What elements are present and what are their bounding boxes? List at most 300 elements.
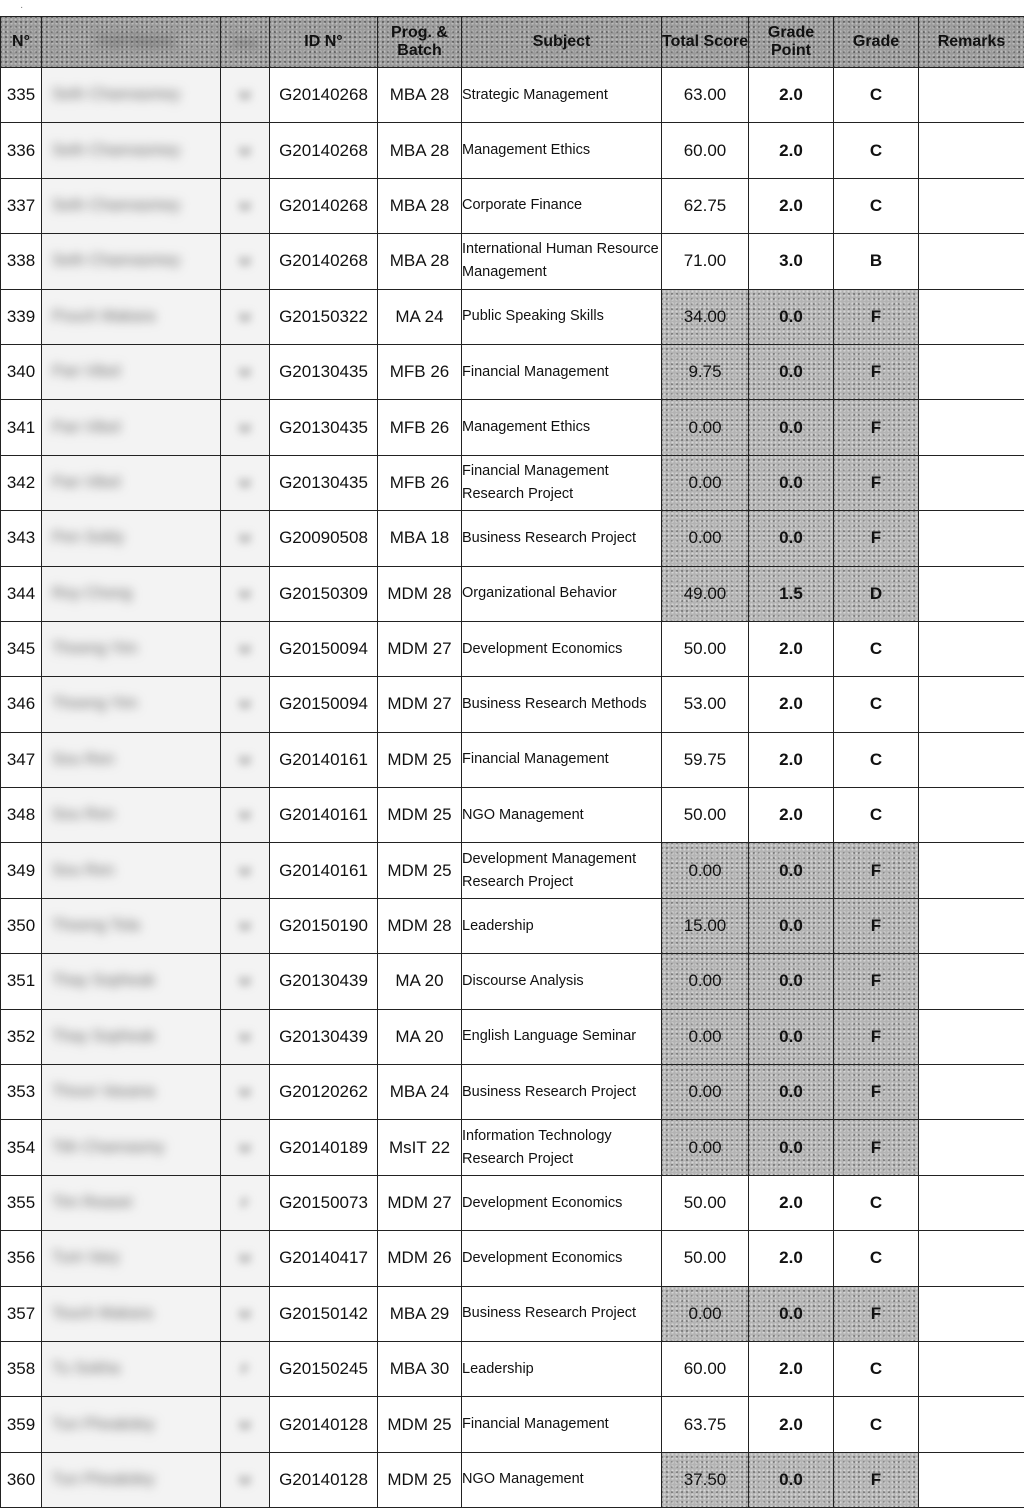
grade-point: 0.0: [749, 1009, 834, 1064]
student-sex: M: [221, 178, 270, 233]
remarks: [919, 566, 1024, 621]
remarks: [919, 1341, 1024, 1396]
total-score: 63.00: [662, 68, 749, 123]
grade-point: 0.0: [749, 843, 834, 898]
row-number: 352: [1, 1009, 42, 1064]
row-number: 340: [1, 344, 42, 399]
grades-body: [1, 68, 1024, 1508]
student-sex: M: [221, 566, 270, 621]
grade-point: 0.0: [749, 344, 834, 399]
remarks: [919, 954, 1024, 1009]
total-score: 9.75: [662, 344, 749, 399]
grade: C: [834, 677, 919, 732]
student-id: G20150094: [270, 677, 378, 732]
total-score: 0.00: [662, 1009, 749, 1064]
student-name: Thoun Vasana: [42, 1065, 221, 1120]
row-number: 353: [1, 1065, 42, 1120]
student-name: Thoeng Yim: [42, 677, 221, 732]
grade: C: [834, 178, 919, 233]
student-sex: M: [221, 234, 270, 289]
total-score: 34.00: [662, 289, 749, 344]
table-row: [1, 123, 1024, 178]
grade: D: [834, 566, 919, 621]
student-sex: M: [221, 1286, 270, 1341]
program-batch: MA 20: [378, 1009, 462, 1064]
grade: F: [834, 511, 919, 566]
row-number: 336: [1, 123, 42, 178]
student-sex: M: [221, 954, 270, 1009]
student-id: G20130435: [270, 400, 378, 455]
program-batch: MFB 26: [378, 455, 462, 510]
grade: C: [834, 1175, 919, 1230]
remarks: [919, 1065, 1024, 1120]
student-sex: M: [221, 898, 270, 953]
program-batch: MBA 18: [378, 511, 462, 566]
grade-point: 2.0: [749, 621, 834, 676]
program-batch: MBA 30: [378, 1341, 462, 1396]
grade: F: [834, 289, 919, 344]
grade-point: 2.0: [749, 1231, 834, 1286]
student-sex: M: [221, 1065, 270, 1120]
header-sex: Sex: [221, 17, 270, 68]
total-score: 0.00: [662, 511, 749, 566]
remarks: [919, 1231, 1024, 1286]
row-number: 348: [1, 788, 42, 843]
student-sex: M: [221, 1452, 270, 1507]
row-number: 339: [1, 289, 42, 344]
grade-point: 0.0: [749, 1452, 834, 1507]
table-row: [1, 1009, 1024, 1064]
header-prog-batch: Prog. & Batch: [378, 17, 462, 68]
subject: NGO Management: [462, 1452, 662, 1507]
table-row: [1, 1120, 1024, 1175]
student-id: G20140161: [270, 788, 378, 843]
table-row: [1, 1065, 1024, 1120]
student-name: Seth Chanrasmey: [42, 234, 221, 289]
row-number: 341: [1, 400, 42, 455]
table-row: [1, 1175, 1024, 1230]
grade-point: 0.0: [749, 1286, 834, 1341]
header-name: Full Name: [42, 17, 221, 68]
student-id: G20150142: [270, 1286, 378, 1341]
remarks: [919, 234, 1024, 289]
row-number: 358: [1, 1341, 42, 1396]
student-id: G20150245: [270, 1341, 378, 1396]
program-batch: MDM 28: [378, 898, 462, 953]
total-score: 60.00: [662, 123, 749, 178]
program-batch: MDM 25: [378, 1452, 462, 1507]
student-id: G20150309: [270, 566, 378, 621]
student-id: G20130435: [270, 455, 378, 510]
grade-point: 0.0: [749, 954, 834, 1009]
row-number: 347: [1, 732, 42, 787]
student-name: Sou Ren: [42, 788, 221, 843]
remarks: [919, 1120, 1024, 1175]
table-row: [1, 732, 1024, 787]
student-name: Tim Reasei: [42, 1175, 221, 1230]
program-batch: MBA 28: [378, 178, 462, 233]
grade: F: [834, 1120, 919, 1175]
grade-point: 2.0: [749, 788, 834, 843]
row-number: 354: [1, 1120, 42, 1175]
total-score: 0.00: [662, 455, 749, 510]
student-id: G20140417: [270, 1231, 378, 1286]
remarks: [919, 344, 1024, 399]
grade: F: [834, 843, 919, 898]
table-row: [1, 621, 1024, 676]
grade-point: 0.0: [749, 289, 834, 344]
student-id: G20150322: [270, 289, 378, 344]
grade: C: [834, 788, 919, 843]
subject: Development Management Research Project: [462, 843, 662, 898]
grade-point: 0.0: [749, 1120, 834, 1175]
total-score: 0.00: [662, 400, 749, 455]
subject: Development Economics: [462, 1175, 662, 1230]
remarks: [919, 178, 1024, 233]
grade-point: 2.0: [749, 178, 834, 233]
student-name: Roy Chong: [42, 566, 221, 621]
program-batch: MDM 27: [378, 621, 462, 676]
program-batch: MBA 28: [378, 234, 462, 289]
program-batch: MBA 29: [378, 1286, 462, 1341]
grade-point: 0.0: [749, 400, 834, 455]
grade: F: [834, 898, 919, 953]
student-name: Tun Pheakdey: [42, 1397, 221, 1452]
row-number: 356: [1, 1231, 42, 1286]
total-score: 50.00: [662, 1231, 749, 1286]
remarks: [919, 400, 1024, 455]
remarks: [919, 677, 1024, 732]
student-sex: M: [221, 1231, 270, 1286]
grade-point: 2.0: [749, 677, 834, 732]
program-batch: MsIT 22: [378, 1120, 462, 1175]
student-name: Seth Chanrasmey: [42, 178, 221, 233]
student-name: Pan Vibol: [42, 344, 221, 399]
grade-point: 2.0: [749, 1175, 834, 1230]
student-sex: M: [221, 68, 270, 123]
header-total-score: Total Score: [662, 17, 749, 68]
subject: Information Technology Research Project: [462, 1120, 662, 1175]
grade: C: [834, 123, 919, 178]
grade: F: [834, 954, 919, 1009]
grade-point: 3.0: [749, 234, 834, 289]
student-name: Thay Sopheak: [42, 1009, 221, 1064]
subject: NGO Management: [462, 788, 662, 843]
row-number: 350: [1, 898, 42, 953]
remarks: [919, 123, 1024, 178]
student-name: Tu Sokha: [42, 1341, 221, 1396]
program-batch: MDM 25: [378, 843, 462, 898]
student-name: Seth Chanrasmey: [42, 123, 221, 178]
grade-point: 2.0: [749, 1341, 834, 1396]
remarks: [919, 1397, 1024, 1452]
remarks: [919, 511, 1024, 566]
student-sex: M: [221, 788, 270, 843]
program-batch: MDM 26: [378, 1231, 462, 1286]
program-batch: MBA 28: [378, 123, 462, 178]
grade: F: [834, 1286, 919, 1341]
remarks: [919, 788, 1024, 843]
total-score: 0.00: [662, 1065, 749, 1120]
subject: Development Economics: [462, 1231, 662, 1286]
student-name: Seth Chanrasmey: [42, 68, 221, 123]
grade-point: 2.0: [749, 732, 834, 787]
total-score: 62.75: [662, 178, 749, 233]
program-batch: MDM 28: [378, 566, 462, 621]
subject: International Human Resource Management: [462, 234, 662, 289]
table-row: [1, 68, 1024, 123]
subject: Financial Management: [462, 1397, 662, 1452]
student-id: G20130439: [270, 1009, 378, 1064]
student-id: G20140128: [270, 1397, 378, 1452]
grade-point: 0.0: [749, 455, 834, 510]
student-sex: M: [221, 1397, 270, 1452]
total-score: 60.00: [662, 1341, 749, 1396]
total-score: 50.00: [662, 1175, 749, 1230]
grade-point: 2.0: [749, 1397, 834, 1452]
total-score: 0.00: [662, 1286, 749, 1341]
total-score: 63.75: [662, 1397, 749, 1452]
grade: C: [834, 1341, 919, 1396]
remarks: [919, 1286, 1024, 1341]
student-id: G20140128: [270, 1452, 378, 1507]
student-name: Thoeng Tola: [42, 898, 221, 953]
total-score: 0.00: [662, 954, 749, 1009]
subject: Corporate Finance: [462, 178, 662, 233]
total-score: 15.00: [662, 898, 749, 953]
table-row: [1, 1231, 1024, 1286]
header-grade-point: Grade Point: [749, 17, 834, 68]
student-name: Pouch Makara: [42, 289, 221, 344]
grade: C: [834, 621, 919, 676]
subject: Discourse Analysis: [462, 954, 662, 1009]
row-number: 349: [1, 843, 42, 898]
remarks: [919, 1175, 1024, 1230]
header-remarks: Remarks: [919, 17, 1024, 68]
student-id: G20120262: [270, 1065, 378, 1120]
student-id: G20130439: [270, 954, 378, 1009]
remarks: [919, 621, 1024, 676]
total-score: 49.00: [662, 566, 749, 621]
remarks: [919, 455, 1024, 510]
student-name: Sou Ren: [42, 732, 221, 787]
student-name: Pan Vibol: [42, 455, 221, 510]
total-score: 71.00: [662, 234, 749, 289]
subject: Management Ethics: [462, 400, 662, 455]
remarks: [919, 898, 1024, 953]
remarks: [919, 843, 1024, 898]
program-batch: MDM 25: [378, 1397, 462, 1452]
grade-point: 2.0: [749, 123, 834, 178]
student-sex: M: [221, 732, 270, 787]
grade-point: 0.0: [749, 1065, 834, 1120]
student-id: G20140189: [270, 1120, 378, 1175]
grade: C: [834, 1231, 919, 1286]
total-score: 59.75: [662, 732, 749, 787]
total-score: 0.00: [662, 1120, 749, 1175]
subject: Strategic Management: [462, 68, 662, 123]
subject: Development Economics: [462, 621, 662, 676]
grade: C: [834, 68, 919, 123]
grades-table: [0, 16, 1024, 1508]
student-id: G20090508: [270, 511, 378, 566]
total-score: 53.00: [662, 677, 749, 732]
header-no: N°: [1, 17, 42, 68]
table-row: [1, 289, 1024, 344]
row-number: 345: [1, 621, 42, 676]
grade-point: 0.0: [749, 898, 834, 953]
remarks: [919, 1009, 1024, 1064]
table-row: [1, 843, 1024, 898]
table-row: [1, 677, 1024, 732]
student-id: G20150094: [270, 621, 378, 676]
row-number: 335: [1, 68, 42, 123]
table-row: [1, 400, 1024, 455]
table-row: [1, 178, 1024, 233]
student-sex: M: [221, 344, 270, 399]
student-id: G20150073: [270, 1175, 378, 1230]
row-number: 346: [1, 677, 42, 732]
subject: Organizational Behavior: [462, 566, 662, 621]
total-score: 0.00: [662, 843, 749, 898]
subject: Financial Management Research Project: [462, 455, 662, 510]
total-score: 50.00: [662, 788, 749, 843]
program-batch: MDM 27: [378, 1175, 462, 1230]
grade: C: [834, 732, 919, 787]
program-batch: MFB 26: [378, 344, 462, 399]
student-sex: M: [221, 843, 270, 898]
student-sex: M: [221, 621, 270, 676]
row-number: 357: [1, 1286, 42, 1341]
table-row: [1, 898, 1024, 953]
row-number: 359: [1, 1397, 42, 1452]
header-grade: Grade: [834, 17, 919, 68]
subject: Business Research Project: [462, 511, 662, 566]
subject: English Language Seminar: [462, 1009, 662, 1064]
table-row: [1, 1452, 1024, 1507]
table-row: [1, 954, 1024, 1009]
student-sex: M: [221, 1009, 270, 1064]
student-sex: M: [221, 289, 270, 344]
subject: Business Research Project: [462, 1286, 662, 1341]
student-id: G20140268: [270, 178, 378, 233]
header-row: [1, 17, 1024, 68]
grade-sheet: [0, 16, 1024, 1507]
remarks: [919, 68, 1024, 123]
row-number: 343: [1, 511, 42, 566]
table-row: [1, 511, 1024, 566]
row-number: 337: [1, 178, 42, 233]
student-name: Thay Sopheak: [42, 954, 221, 1009]
total-score: 37.50: [662, 1452, 749, 1507]
header-subject: Subject: [462, 17, 662, 68]
subject: Leadership: [462, 898, 662, 953]
grade: B: [834, 234, 919, 289]
grade: F: [834, 344, 919, 399]
scan-speck: ·: [20, 2, 23, 13]
student-name: Touch Makara: [42, 1286, 221, 1341]
student-id: G20140161: [270, 843, 378, 898]
student-sex: M: [221, 455, 270, 510]
student-id: G20140161: [270, 732, 378, 787]
table-row: [1, 788, 1024, 843]
student-id: G20150190: [270, 898, 378, 953]
row-number: 344: [1, 566, 42, 621]
grade-point: 2.0: [749, 68, 834, 123]
student-id: G20140268: [270, 123, 378, 178]
student-sex: M: [221, 123, 270, 178]
table-row: [1, 234, 1024, 289]
program-batch: MBA 28: [378, 68, 462, 123]
table-row: [1, 455, 1024, 510]
subject: Leadership: [462, 1341, 662, 1396]
student-id: G20130435: [270, 344, 378, 399]
remarks: [919, 289, 1024, 344]
program-batch: MDM 27: [378, 677, 462, 732]
student-name: Sou Ren: [42, 843, 221, 898]
table-row: [1, 1286, 1024, 1341]
grade: F: [834, 1452, 919, 1507]
student-sex: M: [221, 1120, 270, 1175]
subject: Public Speaking Skills: [462, 289, 662, 344]
student-name: Tum Vary: [42, 1231, 221, 1286]
remarks: [919, 1452, 1024, 1507]
program-batch: MDM 25: [378, 732, 462, 787]
student-sex: M: [221, 677, 270, 732]
header-id: ID N°: [270, 17, 378, 68]
student-sex: F: [221, 1341, 270, 1396]
student-sex: M: [221, 400, 270, 455]
row-number: 355: [1, 1175, 42, 1230]
subject: Management Ethics: [462, 123, 662, 178]
grade: F: [834, 455, 919, 510]
student-id: G20140268: [270, 68, 378, 123]
subject: Business Research Methods: [462, 677, 662, 732]
total-score: 50.00: [662, 621, 749, 676]
grade: F: [834, 1009, 919, 1064]
program-batch: MBA 24: [378, 1065, 462, 1120]
subject: Financial Management: [462, 344, 662, 399]
grade: C: [834, 1397, 919, 1452]
subject: Financial Management: [462, 732, 662, 787]
program-batch: MA 20: [378, 954, 462, 1009]
student-sex: F: [221, 1175, 270, 1230]
student-sex: M: [221, 511, 270, 566]
row-number: 360: [1, 1452, 42, 1507]
row-number: 338: [1, 234, 42, 289]
grade-point: 0.0: [749, 511, 834, 566]
program-batch: MDM 25: [378, 788, 462, 843]
student-name: Pen Sokly: [42, 511, 221, 566]
program-batch: MA 24: [378, 289, 462, 344]
student-name: Tun Pheakdey: [42, 1452, 221, 1507]
student-name: Pan Vibol: [42, 400, 221, 455]
table-row: [1, 344, 1024, 399]
student-name: Thoeng Yim: [42, 621, 221, 676]
student-id: G20140268: [270, 234, 378, 289]
table-row: [1, 566, 1024, 621]
grade-point: 1.5: [749, 566, 834, 621]
table-row: [1, 1397, 1024, 1452]
row-number: 342: [1, 455, 42, 510]
row-number: 351: [1, 954, 42, 1009]
subject: Business Research Project: [462, 1065, 662, 1120]
grade: F: [834, 400, 919, 455]
table-row: [1, 1341, 1024, 1396]
remarks: [919, 732, 1024, 787]
student-name: Tith Chanrasmy: [42, 1120, 221, 1175]
grade: F: [834, 1065, 919, 1120]
